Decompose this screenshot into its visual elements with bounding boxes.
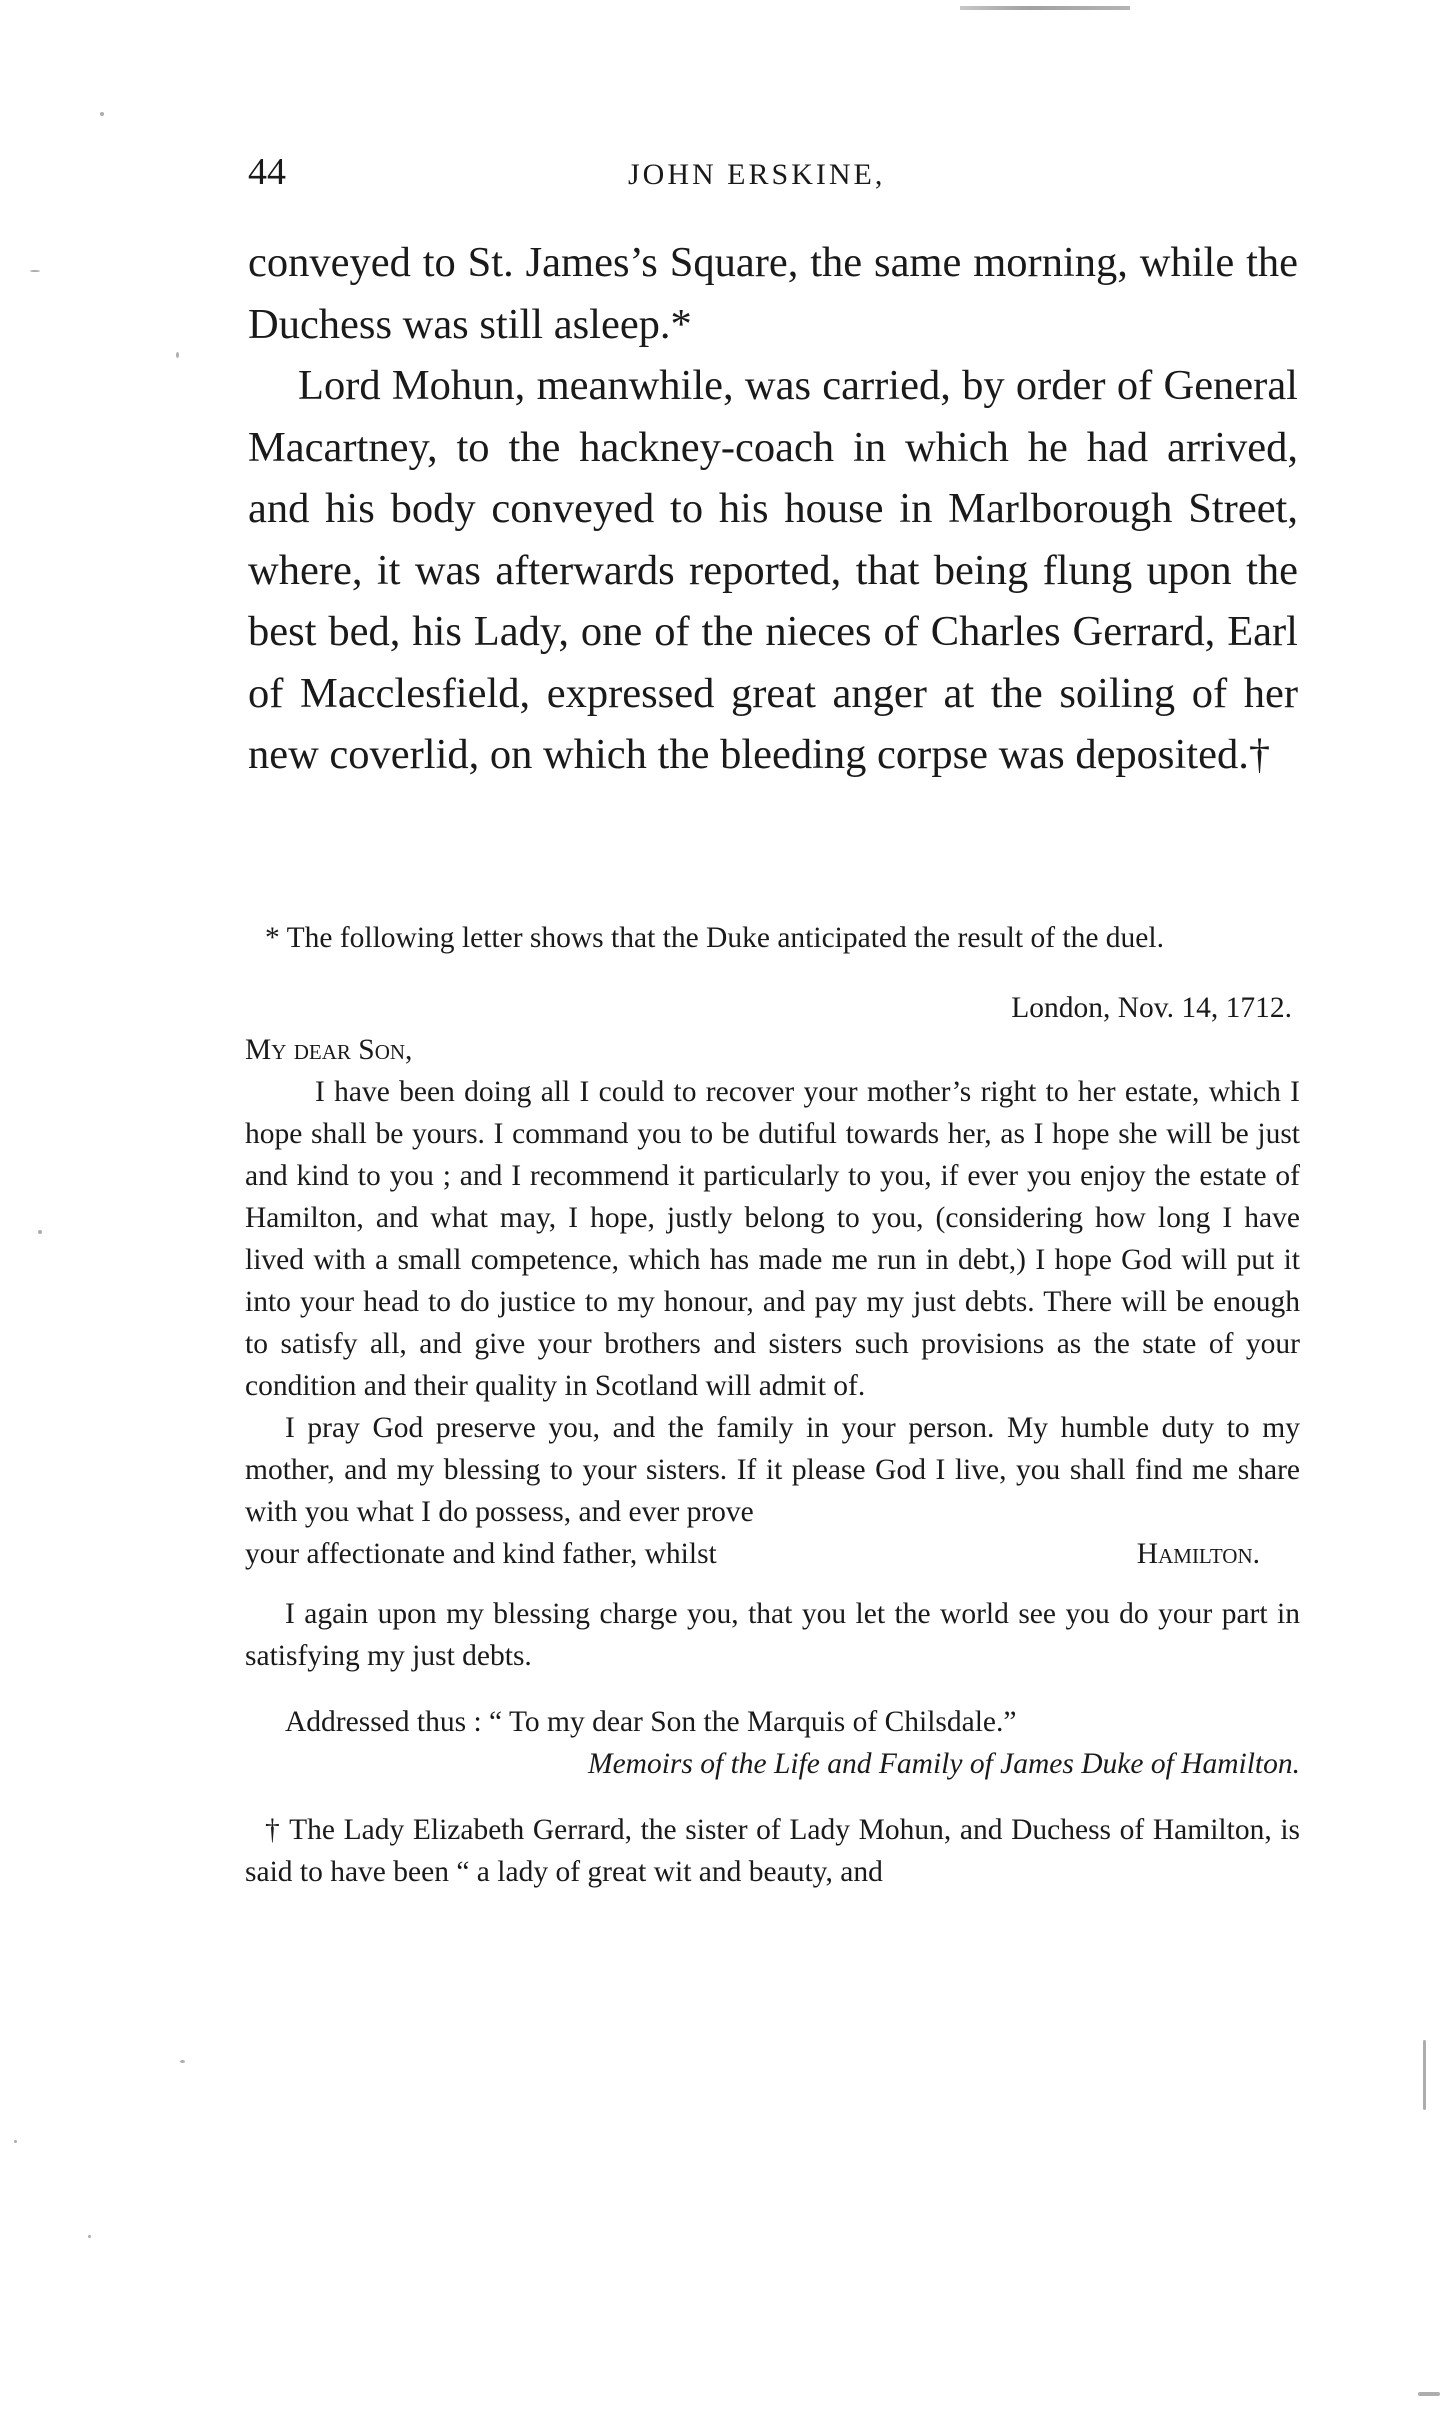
speck <box>38 1230 42 1234</box>
speck <box>1418 2392 1440 2396</box>
main-text <box>248 232 1298 786</box>
scan-artifact <box>960 6 1130 10</box>
letter-paragraph-2: I pray God preserve you, and the family in your person. My humble duty to my mother, and my blessing to your sisters. If it please God I live, you shall find me share with you what I do possess, and ever prove <box>245 1412 1300 1528</box>
letter-date: London, Nov. 14, 1712. <box>1011 992 1292 1024</box>
running-head <box>248 150 1298 210</box>
page-number: 44 <box>248 151 286 193</box>
main-paragraph-1: conveyed to St. James’s Square, the same morning, while the Duchess was still asleep.* <box>248 239 1298 348</box>
letter-body: I have been doing all I could to recover your mother’s right to her estate, which I hope shall be yours. I command you to be dutiful towards her, as I hope she will be just and kind to you ; and I recommend it particularly to you, if ever you enjoy the estate of Hamilton, and what may, I hope, justly belong to you, (considering how long I have lived with a small competence, which has made me run in debt,) I hope God will put it into your head to do justice to my honour, and pay my just debts. There will be enough to satisfy all, and give your brothers and sisters such provisions as the state of your condition and their quality in Scotland will admit of. <box>245 1076 1300 1402</box>
footnotes <box>245 917 1300 1893</box>
speck <box>30 270 40 272</box>
footnote-dagger: † The Lady Elizabeth Gerrard, the sister of Lady Mohun, and Duchess of Hamilton, is said to have been “ a lady of great wit and beauty, and <box>245 1814 1300 1888</box>
speck <box>100 112 104 116</box>
main-paragraph-2: Lord Mohun, meanwhile, was carried, by order of General Macartney, to the hackney-coach in which he had arrived, and his body conveyed to his house in Marlborough Street, where, it was afterwards reported, that being flung upon the best bed, his Lady, one of the nieces of Charles Gerrard, Earl of Macclesfield, expressed great anger at the soiling of her new coverlid, on which the bleeding corpse was deposited.† <box>248 362 1298 778</box>
letter-postscript: I again upon my blessing charge you, that you let the world see you do your part in satisfying my just debts. <box>245 1598 1300 1672</box>
footnote-intro: * The following letter shows that the Duke anticipated the result of the duel. <box>265 922 1164 954</box>
signoff-text: your affectionate and kind father, whilst <box>245 1538 717 1570</box>
speck <box>176 352 179 358</box>
salutation-text: My dear Son, <box>245 1034 413 1066</box>
letter-signature: Hamilton. <box>1136 1538 1260 1570</box>
speck <box>1423 2040 1426 2110</box>
speck <box>14 2140 17 2143</box>
letter-salutation <box>245 1029 1300 1071</box>
running-title: JOHN ERSKINE, <box>628 158 886 191</box>
speck <box>88 2235 91 2238</box>
speck <box>180 2060 185 2063</box>
letter-address: Addressed thus : “ To my dear Son the Marquis of Chilsdale.” <box>285 1706 1017 1738</box>
letter-signoff <box>245 1533 1300 1575</box>
source-citation: Memoirs of the Life and Family of James Duke of Hamilton. <box>588 1748 1300 1780</box>
